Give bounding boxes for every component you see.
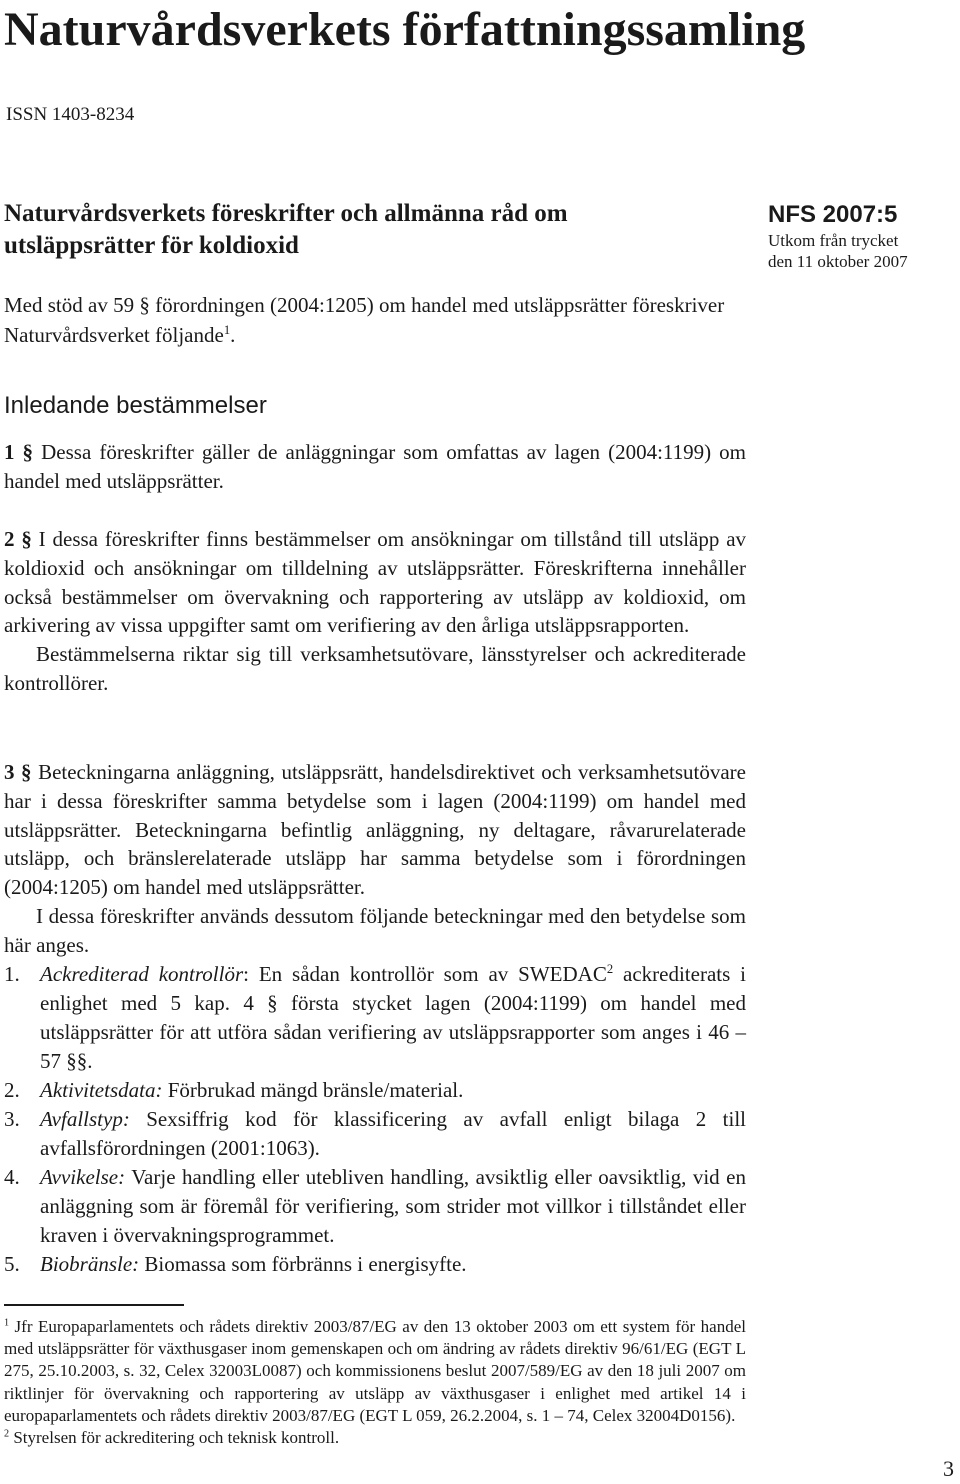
page-number: 3: [943, 1456, 954, 1481]
footnote-mark: 1: [4, 1317, 10, 1329]
definition-number: 3.: [4, 1107, 20, 1131]
section-2-number: 2 §: [4, 527, 32, 551]
document-title: Naturvårdsverkets föreskrifter och allmänna råd om utsläppsrätter för koldioxid: [4, 200, 568, 259]
definition-number: 2.: [4, 1078, 20, 1102]
section-3-text: Beteckningarna anläggning, utsläppsrätt, handelsdirektivet och verksamhetsutövare har i dessa föreskrifter samma betydelse som i lagen (2004:1199) om handel med utsläppsrätter. Beteckningarna befintlig anläggning, ny deltagare, råvarurelaterade utsläpp, och bränslerelaterade utsläpp har samma betydelse som i förordningen (2004:1205) om handel med utsläppsrätter.: [4, 760, 746, 900]
footnote-1: [4, 1316, 746, 1427]
definition-term: Avvikelse:: [40, 1165, 126, 1189]
definition-text: Sexsiffrig kod för klassificering av avfall enligt bilaga 2 till avfallsförordningen (2001:1063).: [40, 1107, 746, 1160]
definition-term: Avfallstyp:: [40, 1107, 130, 1131]
definition-text: Förbrukad mängd bränsle/material.: [162, 1078, 464, 1102]
definition-item: [4, 1250, 746, 1279]
definition-text-cont: ackrediterats i enlighet med 5 kap. 4 § första stycket lagen (2004:1199) om handel med utsläppsrätter för att utföra sådan verifiering av utsläppsrapporter som anges i 46 – 57 §§.: [40, 962, 746, 1073]
definition-text: Varje handling eller utebliven handling, avsiktlig eller oavsiktlig, vid en anläggning som är föremål för verifiering, som strider mot villkor i tillståndet eller kraven i övervakningsprogrammet.: [40, 1165, 746, 1247]
definition-term: Aktivitetsdata:: [40, 1078, 163, 1102]
footnote-ref-1: 1: [223, 323, 231, 337]
section-3-paragraph-2: I dessa föreskrifter används dessutom följande beteckningar med den betydelse som här anges.: [4, 903, 746, 957]
nfs-code: NFS 2007:5: [768, 201, 898, 228]
footnote-mark: 2: [4, 1428, 10, 1440]
intro-text: Med stöd av 59 § förordningen (2004:1205) om handel med utsläppsrätter föreskriver Naturvårdsverket följande: [4, 293, 725, 347]
definition-text: En sådan kontrollör som av SWEDAC: [248, 962, 607, 986]
definition-term: Biobränsle:: [40, 1252, 140, 1276]
footnote-divider: [4, 1304, 184, 1306]
section-1: [4, 438, 746, 496]
nfs-block: [768, 200, 958, 272]
definition-item: [4, 1076, 746, 1105]
intro-end: .: [230, 323, 236, 347]
footnote-2: [4, 1427, 746, 1449]
footnote-ref-2: 2: [606, 962, 614, 976]
section-3-number: 3 §: [4, 760, 32, 784]
section-heading: Inledande bestämmelser: [4, 392, 267, 419]
issn-number: ISSN 1403-8234: [6, 104, 135, 125]
definitions-list: [4, 960, 746, 1279]
section-2-paragraph-2: Bestämmelserna riktar sig till verksamhetsutövare, länsstyrelser och ackrediterade kontrollörer.: [4, 642, 746, 695]
definition-item: [4, 1163, 746, 1250]
publication-date: den 11 oktober 2007: [768, 252, 908, 271]
definition-number: 4.: [4, 1165, 20, 1189]
section-1-number: 1 §: [4, 440, 34, 464]
definition-item: [4, 960, 746, 1076]
footnote-text: Jfr Europaparlamentets och rådets direktiv 2003/87/EG av den 13 oktober 2003 om ett system för handel med utsläppsrätter för växthusgaser inom gemenskapen och om ändring av rådets direktiv 96/61/EG (EGT L 275, 25.10.2003, s. 32, Celex 32003L0087) och kommissionens beslut 2007/589/EG av den 18 juli 2007 om riktlinjer för övervakning och rapportering av utsläpp av växthusgaser i enlighet med artikel 14 i europaparlamentets och rådets direktiv 2003/87/EG (EGT L 059, 26.2.2004, s. 1 – 74, Celex 32004D0156).: [4, 1317, 746, 1425]
footnotes: [4, 1316, 746, 1449]
definition-text: Biomassa som förbränns i energisyfte.: [139, 1252, 467, 1276]
footnote-text: Styrelsen för ackreditering och teknisk kontroll.: [9, 1428, 340, 1448]
definition-number: 1.: [4, 962, 20, 986]
definition-term: Ackrediterad kontrollör: [40, 962, 244, 986]
masthead-title: Naturvårdsverkets författningssamling: [4, 3, 806, 56]
section-3: [4, 758, 746, 960]
definition-separator: :: [243, 962, 249, 986]
publication-line-1: Utkom från trycket: [768, 231, 899, 250]
definition-item: [4, 1105, 746, 1163]
section-2-text: I dessa föreskrifter finns bestämmelser om ansökningar om tillstånd till utsläpp av koldioxid och ansökningar om tilldelning av utsläppsrätter. Föreskrifterna innehåller också bestämmelser om övervakning och rapportering av utsläpp av koldioxid, om arkivering av vissa uppgifter samt om verifiering av den årliga utsläppsrapporten.: [4, 527, 747, 638]
section-2: [4, 525, 746, 698]
section-1-text: Dessa föreskrifter gäller de anläggningar som omfattas av lagen (2004:1199) om handel med utsläppsrätter.: [4, 440, 747, 493]
definition-number: 5.: [4, 1252, 20, 1276]
intro-paragraph: [4, 290, 754, 350]
